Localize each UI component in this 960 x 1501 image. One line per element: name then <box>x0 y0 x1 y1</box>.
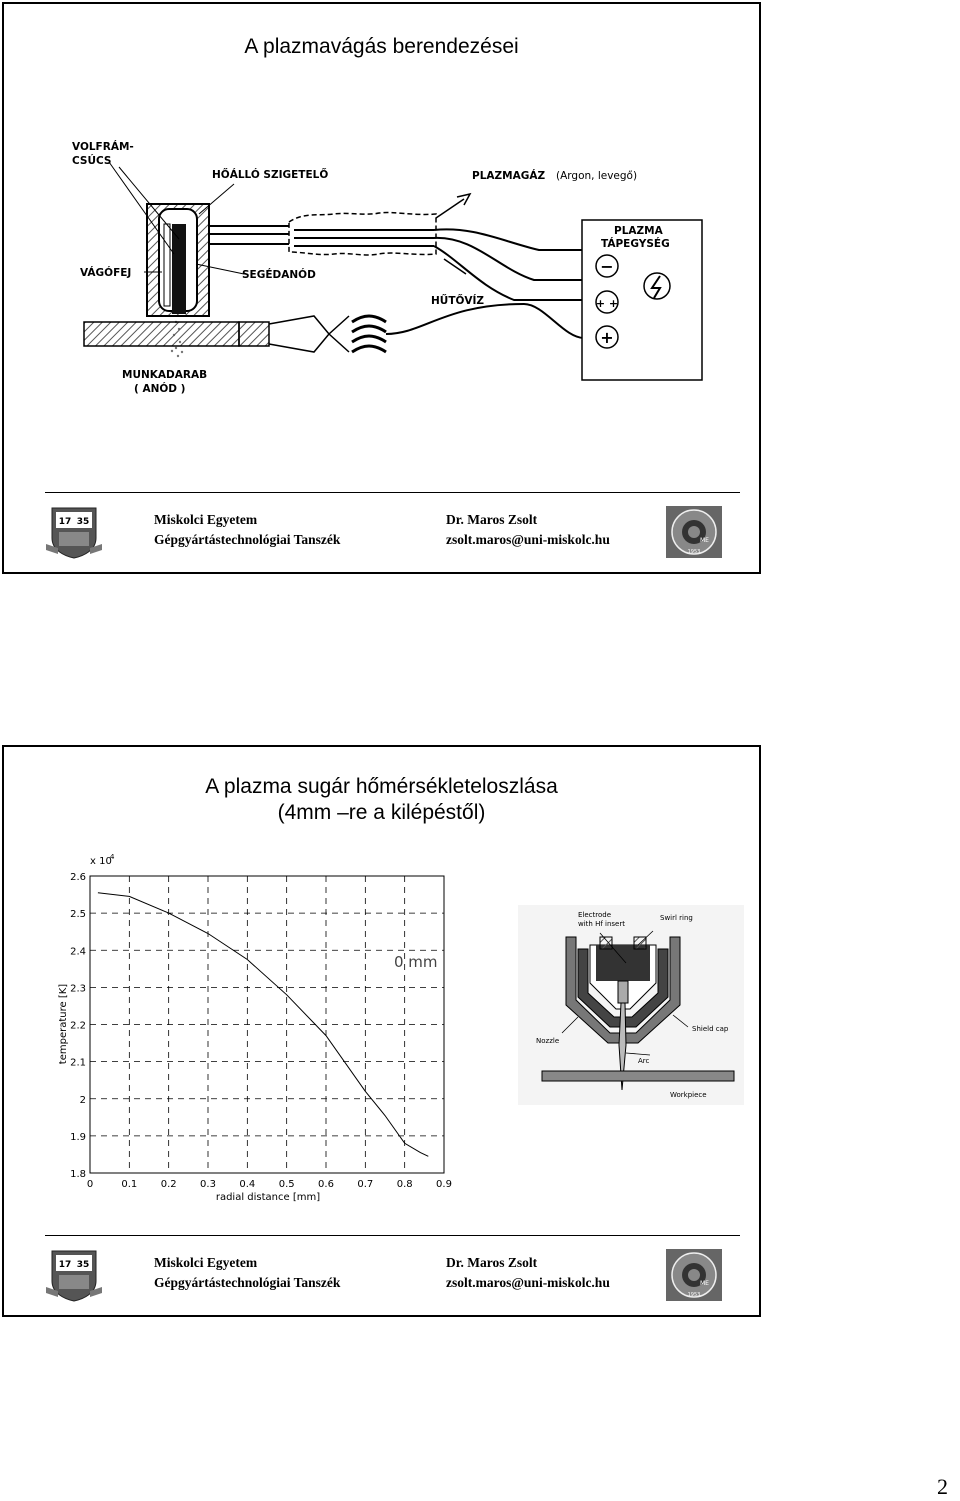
y-tick-label: 2.2 <box>70 1020 86 1032</box>
plasma-torch-cross-section <box>518 905 744 1105</box>
label-plazmagaz: PLAZMAGÁZ <box>472 170 546 182</box>
x-tick-label: 0.9 <box>436 1179 452 1190</box>
workpiece-plate <box>542 1071 734 1081</box>
label-volfram: VOLFRÁM- <box>72 141 134 153</box>
x-tick-label: 0.6 <box>318 1179 334 1190</box>
label-swirl-ring: Swirl ring <box>660 914 693 922</box>
plusplus-symbol: + + <box>595 297 619 310</box>
label-vagofej: VÁGÓFEJ <box>80 267 132 279</box>
svg-text:17: 17 <box>58 1260 72 1270</box>
footer-author: Dr. Maros Zsolt <box>446 512 538 527</box>
svg-text:1953: 1953 <box>687 1292 701 1298</box>
department-logo <box>666 1249 722 1301</box>
axis-multiplier-exponent: 4 <box>110 853 115 861</box>
footer-department: Gépgyártástechnológiai Tanszék <box>154 532 341 547</box>
cooling-jacket <box>289 213 436 255</box>
y-tick-label: 1.9 <box>70 1131 86 1143</box>
y-tick-label: 2.3 <box>70 983 86 995</box>
x-tick-label: 0.8 <box>396 1179 413 1190</box>
label-shield-cap: Shield cap <box>692 1025 729 1033</box>
y-tick-label: 1.8 <box>70 1169 86 1180</box>
svg-text:1953: 1953 <box>687 549 701 555</box>
y-tick-label: 2 <box>79 1094 86 1106</box>
x-tick-label: 0.4 <box>239 1179 256 1190</box>
temperature-chart <box>54 852 464 1207</box>
svg-text:35: 35 <box>76 517 90 527</box>
svg-text:17: 17 <box>58 517 72 527</box>
label-arc: Arc <box>638 1057 650 1065</box>
annotation-0mm: 0 mm <box>394 953 438 971</box>
x-tick-label: 0.7 <box>357 1179 374 1190</box>
label-munkadarab: MUNKADARAB <box>122 369 208 381</box>
label-anod: ( ANÓD ) <box>134 383 186 395</box>
plus-symbol: + <box>600 328 614 347</box>
y-tick-label: 2.4 <box>70 946 86 958</box>
x-tick-label: 0.5 <box>278 1179 295 1190</box>
svg-text:ME: ME <box>700 537 709 544</box>
tungsten-electrode <box>172 224 186 314</box>
svg-text:35: 35 <box>76 1260 90 1270</box>
x-tick-label: 0.3 <box>200 1179 216 1190</box>
footer-department: Gépgyártástechnológiai Tanszék <box>154 1275 341 1290</box>
label-segedanod: SEGÉDANÓD <box>242 269 316 281</box>
slide-1 <box>2 2 761 574</box>
university-crest-logo <box>44 504 104 560</box>
x-axis-label: radial distance [mm] <box>215 1192 321 1203</box>
y-axis-label: temperature [K] <box>58 983 69 1065</box>
workpiece <box>84 322 239 346</box>
y-tick-label: 2.1 <box>70 1057 86 1069</box>
y-tick-label: 2.6 <box>70 872 86 883</box>
label-with-hf-insert: with Hf insert <box>578 920 625 928</box>
label-electrode: Electrode <box>578 911 612 919</box>
slide-2 <box>2 745 761 1317</box>
label-plazma: PLAZMA <box>614 225 663 237</box>
svg-text:ME: ME <box>700 1280 709 1287</box>
page-number: 2 <box>937 1474 948 1499</box>
x-tick-label: 0.2 <box>160 1179 177 1190</box>
y-tick-label: 2.5 <box>70 909 86 921</box>
footer-university: Miskolci Egyetem <box>154 1255 258 1270</box>
minus-symbol: − <box>600 257 614 276</box>
footer-email[interactable]: zsolt.maros@uni-miskolc.hu <box>446 1275 610 1290</box>
electrode-shape <box>596 945 650 981</box>
x-tick-label: 0 <box>86 1179 94 1190</box>
slide-2-title-line1: A plazma sugár hőmérsékleteloszlása <box>205 775 558 798</box>
footer-author: Dr. Maros Zsolt <box>446 1255 538 1270</box>
spark-icon <box>644 273 670 299</box>
footer-email[interactable]: zsolt.maros@uni-miskolc.hu <box>446 532 610 547</box>
label-tapegyseg: TÁPEGYSÉG <box>601 238 670 250</box>
footer-rule <box>45 492 740 493</box>
label-plazmagaz-note: (Argon, levegő) <box>556 170 638 182</box>
x-tick-label: 0.1 <box>121 1179 138 1190</box>
axis-multiplier: x 10 <box>90 856 112 867</box>
department-logo <box>666 506 722 558</box>
plasma-cutting-diagram <box>4 4 759 484</box>
label-hutoviz: HŰTŐVÍZ <box>431 295 485 307</box>
label-hoallo-szigetelo: HŐÁLLÓ SZIGETELŐ <box>212 169 329 181</box>
footer-university: Miskolci Egyetem <box>154 512 258 527</box>
footer-rule <box>45 1235 740 1236</box>
slide-1-title: A plazmavágás berendezései <box>244 35 519 58</box>
university-crest-logo <box>44 1247 104 1303</box>
label-csucs: CSÚCS <box>72 155 112 167</box>
label-workpiece: Workpiece <box>670 1091 707 1099</box>
earth-clamp <box>269 316 329 352</box>
slide-2-title-line2: (4mm –re a kilépéstől) <box>277 801 486 824</box>
label-nozzle: Nozzle <box>536 1037 560 1045</box>
